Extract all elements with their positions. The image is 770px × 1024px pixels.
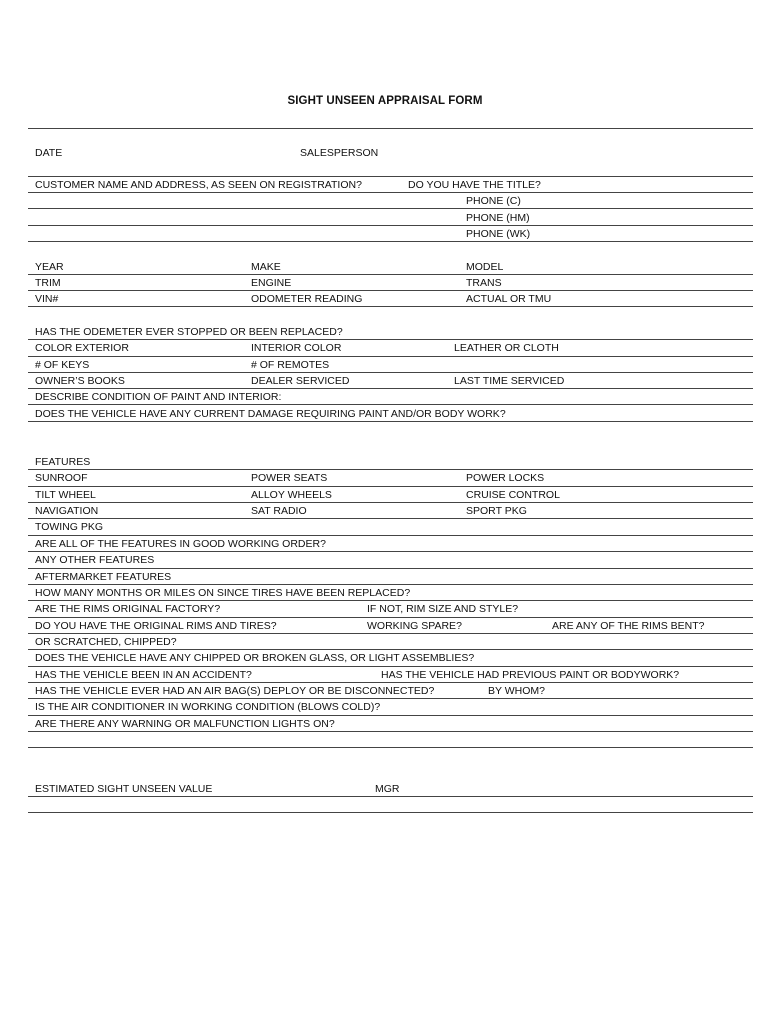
by-whom-label: BY WHOM? xyxy=(488,685,545,697)
form-title: SIGHT UNSEEN APPRAISAL FORM xyxy=(287,95,483,107)
rule xyxy=(28,372,753,373)
rule xyxy=(28,502,753,503)
rule xyxy=(28,535,753,536)
rule xyxy=(28,747,753,748)
rule xyxy=(28,306,753,307)
rim-size-label: IF NOT, RIM SIZE AND STYLE? xyxy=(367,603,519,615)
have-title-label: DO YOU HAVE THE TITLE? xyxy=(408,179,541,191)
tires-replaced-label: HOW MANY MONTHS OR MILES ON SINCE TIRES HAVE BEEN REPLACED? xyxy=(35,587,411,599)
rule xyxy=(28,225,753,226)
odometer-replaced-label: HAS THE ODEMETER EVER STOPPED OR BEEN REPLACED? xyxy=(35,326,343,338)
last-serviced-label: LAST TIME SERVICED xyxy=(454,375,565,387)
year-label: YEAR xyxy=(35,261,64,273)
sat-radio-label: SAT RADIO xyxy=(251,505,307,517)
alloy-wheels-label: ALLOY WHEELS xyxy=(251,489,332,501)
rule xyxy=(28,666,753,667)
rule xyxy=(28,682,753,683)
make-label: MAKE xyxy=(251,261,281,273)
leather-cloth-label: LEATHER OR CLOTH xyxy=(454,342,559,354)
sport-pkg-label: SPORT PKG xyxy=(466,505,527,517)
rule xyxy=(28,486,753,487)
power-locks-label: POWER LOCKS xyxy=(466,472,545,484)
rule xyxy=(28,812,753,813)
vin-label: VIN# xyxy=(35,293,59,305)
working-spare-label: WORKING SPARE? xyxy=(367,620,462,632)
rule xyxy=(28,649,753,650)
phone-c-label: PHONE (C) xyxy=(466,195,521,207)
num-keys-label: # OF KEYS xyxy=(35,359,90,371)
rule xyxy=(28,274,753,275)
warning-lights-label: ARE THERE ANY WARNING OR MALFUNCTION LIGHTS ON? xyxy=(35,718,335,730)
airbag-label: HAS THE VEHICLE EVER HAD AN AIR BAG(S) DEPLOY OR BE DISCONNECTED? xyxy=(35,685,435,697)
rule xyxy=(28,339,753,340)
rule xyxy=(28,421,753,422)
trim-label: TRIM xyxy=(35,277,61,289)
rule xyxy=(28,731,753,732)
rule xyxy=(28,715,753,716)
describe-condition-label: DESCRIBE CONDITION OF PAINT AND INTERIOR: xyxy=(35,391,282,403)
phone-wk-label: PHONE (WK) xyxy=(466,228,531,240)
previous-paint-label: HAS THE VEHICLE HAD PREVIOUS PAINT OR BODYWORK? xyxy=(381,669,680,681)
dealer-serviced-label: DEALER SERVICED xyxy=(251,375,350,387)
rule xyxy=(28,404,753,405)
actual-tmu-label: ACTUAL OR TMU xyxy=(466,293,552,305)
model-label: MODEL xyxy=(466,261,504,273)
rule xyxy=(28,796,753,797)
rule xyxy=(28,584,753,585)
towing-pkg-label: TOWING PKG xyxy=(35,521,104,533)
estimated-value-label: ESTIMATED SIGHT UNSEEN VALUE xyxy=(35,783,213,795)
mgr-label: MGR xyxy=(375,783,400,795)
scratched-label: OR SCRATCHED, CHIPPED? xyxy=(35,636,177,648)
owners-books-label: OWNER’S BOOKS xyxy=(35,375,125,387)
rule xyxy=(28,128,753,129)
odometer-label: ODOMETER READING xyxy=(251,293,363,305)
rule xyxy=(28,356,753,357)
rule xyxy=(28,698,753,699)
features-working-label: ARE ALL OF THE FEATURES IN GOOD WORKING ORDER? xyxy=(35,538,326,550)
rule xyxy=(28,241,753,242)
navigation-label: NAVIGATION xyxy=(35,505,99,517)
rule xyxy=(28,388,753,389)
current-damage-label: DOES THE VEHICLE HAVE ANY CURRENT DAMAGE REQUIRING PAINT AND/OR BODY WORK? xyxy=(35,408,506,420)
sunroof-label: SUNROOF xyxy=(35,472,88,484)
rims-bent-label: ARE ANY OF THE RIMS BENT? xyxy=(552,620,705,632)
salesperson-label: SALESPERSON xyxy=(300,147,379,159)
accident-label: HAS THE VEHICLE BEEN IN AN ACCIDENT? xyxy=(35,669,252,681)
tilt-wheel-label: TILT WHEEL xyxy=(35,489,96,501)
phone-hm-label: PHONE (HM) xyxy=(466,212,530,224)
rule xyxy=(28,290,753,291)
interior-color-label: INTERIOR COLOR xyxy=(251,342,342,354)
rule xyxy=(28,518,753,519)
rule xyxy=(28,469,753,470)
rule xyxy=(28,208,753,209)
engine-label: ENGINE xyxy=(251,277,292,289)
power-seats-label: POWER SEATS xyxy=(251,472,328,484)
rims-original-label: ARE THE RIMS ORIGINAL FACTORY? xyxy=(35,603,221,615)
trans-label: TRANS xyxy=(466,277,502,289)
original-rims-tires-label: DO YOU HAVE THE ORIGINAL RIMS AND TIRES? xyxy=(35,620,277,632)
cruise-control-label: CRUISE CONTROL xyxy=(466,489,560,501)
features-heading: FEATURES xyxy=(35,456,91,468)
rule xyxy=(28,551,753,552)
other-features-label: ANY OTHER FEATURES xyxy=(35,554,155,566)
date-label: DATE xyxy=(35,147,63,159)
rule xyxy=(28,633,753,634)
rule xyxy=(28,176,753,177)
customer-name-label: CUSTOMER NAME AND ADDRESS, AS SEEN ON REGISTRATION? xyxy=(35,179,362,191)
ac-label: IS THE AIR CONDITIONER IN WORKING CONDITION (BLOWS COLD)? xyxy=(35,701,381,713)
glass-label: DOES THE VEHICLE HAVE ANY CHIPPED OR BROKEN GLASS, OR LIGHT ASSEMBLIES? xyxy=(35,652,475,664)
color-exterior-label: COLOR EXTERIOR xyxy=(35,342,129,354)
rule xyxy=(28,568,753,569)
rule xyxy=(28,192,753,193)
aftermarket-label: AFTERMARKET FEATURES xyxy=(35,571,172,583)
num-remotes-label: # OF REMOTES xyxy=(251,359,330,371)
rule xyxy=(28,600,753,601)
rule xyxy=(28,617,753,618)
